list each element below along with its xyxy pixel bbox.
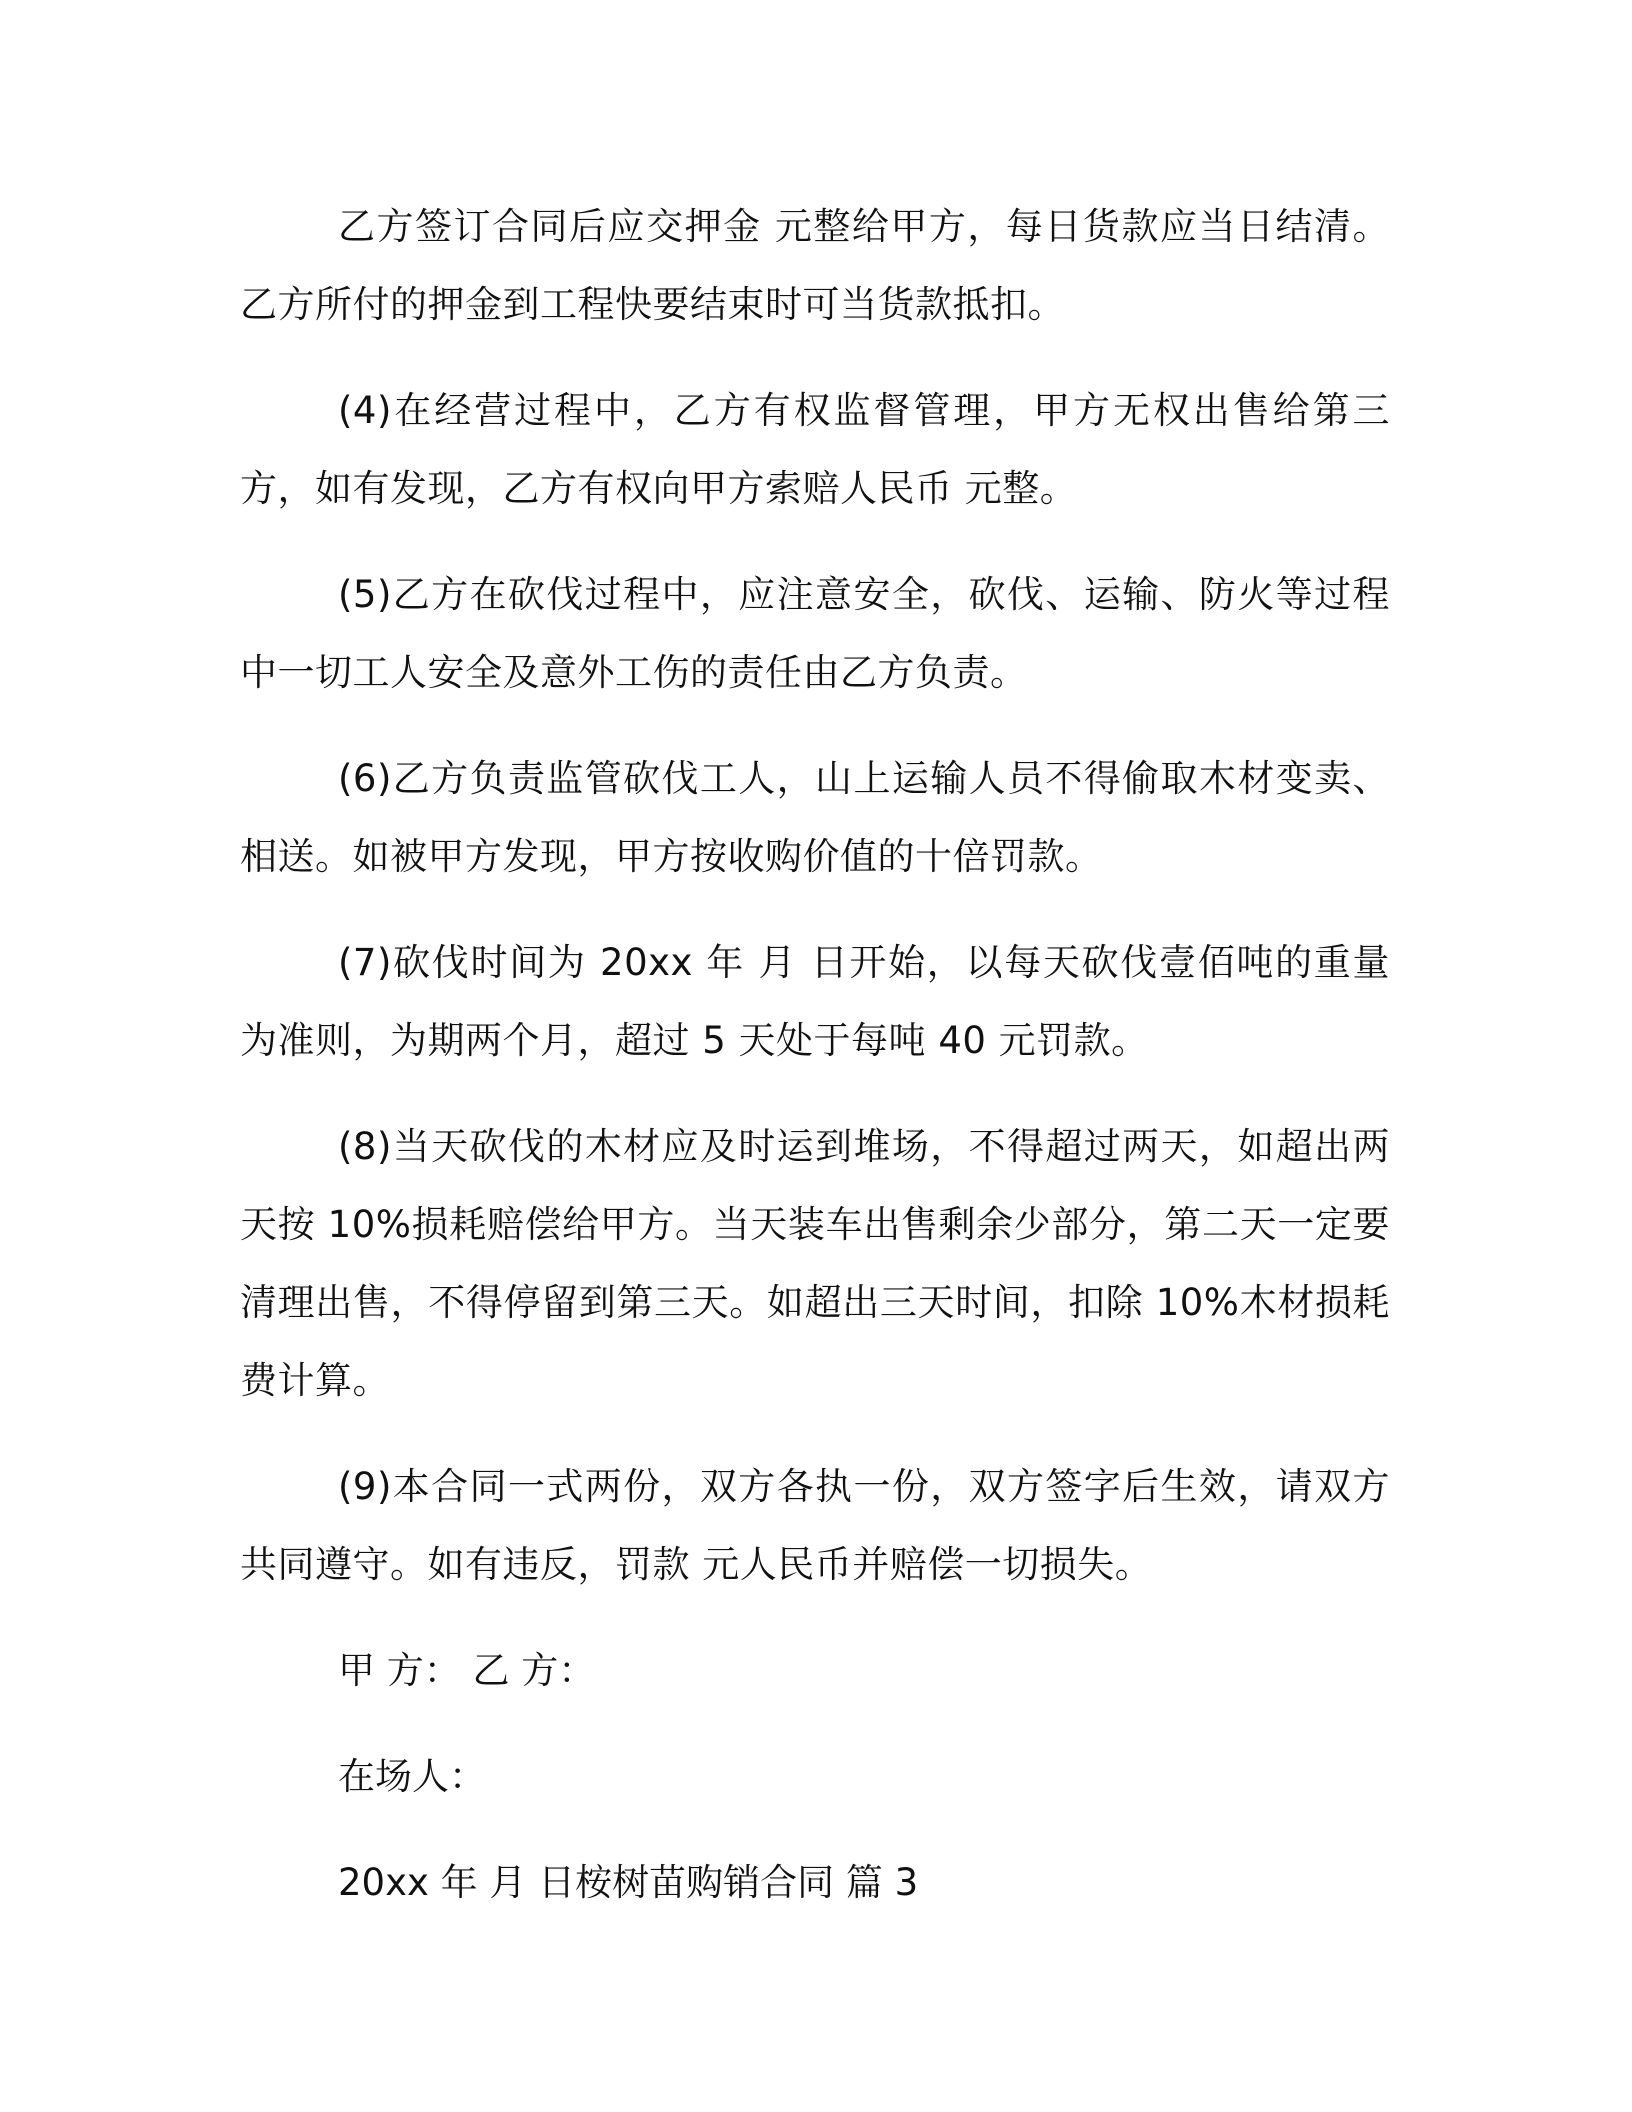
paragraph-gap bbox=[240, 1420, 1390, 1448]
paragraph-gap bbox=[240, 1080, 1390, 1108]
paragraph-gap bbox=[240, 344, 1390, 372]
paragraph-deposit: 乙方签订合同后应交押金 元整给甲方，每日货款应当日结清。乙方所付的押金到工程快要结束时可当货款抵扣。 bbox=[240, 205, 1390, 326]
document-page bbox=[240, 188, 1390, 1922]
paragraph-gap bbox=[240, 528, 1390, 556]
paragraph-clause-9: (9)本合同一式两份，双方各执一份，双方签字后生效，请双方共同遵守。如有违反，罚款 元人民币并赔偿一切损失。 bbox=[240, 1465, 1390, 1586]
paragraph-clause-4: (4)在经营过程中，乙方有权监督管理，甲方无权出售给第三方，如有发现，乙方有权向甲方索赔人民币 元整。 bbox=[240, 389, 1390, 510]
signature-witness: 在场人： bbox=[338, 1755, 486, 1798]
paragraph-clause-6: (6)乙方负责监管砍伐工人，山上运输人员不得偷取木材变卖、相送。如被甲方发现，甲方按收购价值的十倍罚款。 bbox=[240, 757, 1390, 878]
paragraph-clause-7: (7)砍伐时间为 20xx 年 月 日开始，以每天砍伐壹佰吨的重量为准则，为期两个月，超过 5 天处于每吨 40 元罚款。 bbox=[240, 941, 1390, 1062]
paragraph-clause-5: (5)乙方在砍伐过程中，应注意安全，砍伐、运输、防火等过程中一切工人安全及意外工伤的责任由乙方负责。 bbox=[240, 573, 1390, 694]
paragraph-clause-8: (8)当天砍伐的木材应及时运到堆场，不得超过两天，如超出两天按 10%损耗赔偿给甲方。当天装车出售剩余少部分，第二天一定要清理出售，不得停留到第三天。如超出三天时间，扣除 10%木材损耗费计算。 bbox=[240, 1125, 1390, 1402]
date-and-next-section-title: 20xx 年 月 日桉树苗购销合同 篇 3 bbox=[338, 1861, 919, 1904]
paragraph-gap bbox=[240, 896, 1390, 924]
paragraph-gap bbox=[240, 712, 1390, 740]
signature-parties: 甲 方： 乙 方： bbox=[338, 1649, 596, 1692]
